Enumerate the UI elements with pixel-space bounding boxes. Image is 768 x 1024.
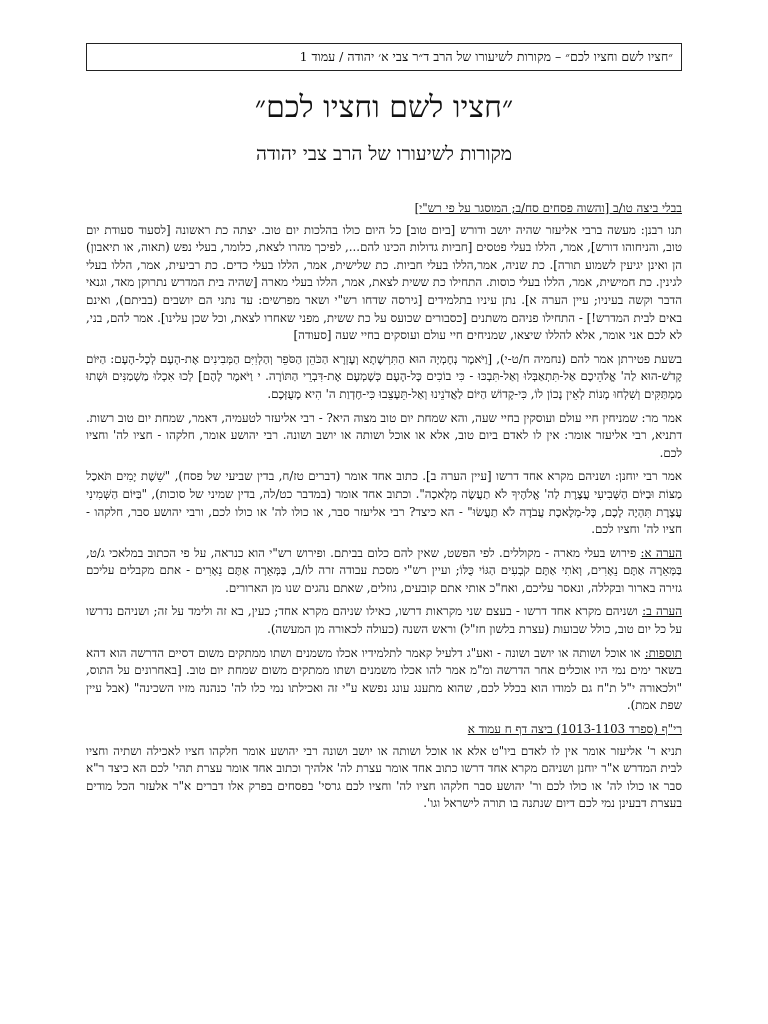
note-a-text: פירוש בעלי מארה - מקוללים. לפי הפשט, שאין להם כלום בביתם. ופירוש רש"י הוא כנראה, על פי הכתוב במלאכי ג/ט, בַּמְּאֵרָה אַתֶּם נֵאָרִים, וְאֹתִי אַתֶּם קֹבְעִים הַגּוֹי כֻּלּוֹ; ועיין רש"י מסכת עבודה זרה לו/ב, בַּמְּאֵרָה אַתֶּם נֵאָרִים - אתם מקבלים עליכם גזירה בארור ובקללה, ונאסר עליכם, ואח"כ אותי אתם קובעים, גוזלים, שאתם נהגים שנו מן הארורים.	[86, 545, 682, 595]
note-b	[86, 603, 682, 638]
tosafot-text: או אוכל ושותה או יושב ושונה - ואע"ג דלעיל קאמר לתלמידיו אכלו משמנים ושתו ממתקים משום דסיים הדרשה הוא דהא בשאר ימים נמי היו אוכלים אחר הדרשה ומ"מ אמר להו אכלו משמנים ושתו ממתקים משום שמחת יום טוב. [באחרונים על התוס, "ולכאורה י"ל ת"ח גם למודו הוא בכלל לכם, שהוא מתענג עונג נפשא ע"י זה ואכילתו נמי כלו לה' כנהנה מזיו השכינה" (אבל עיין שפת אמת).	[86, 645, 682, 713]
tosafot-label: תוספות:	[644, 645, 682, 660]
paragraph-nechemia: בשעת פטירתן אמר להם (נחמיה ח/ט-י), [וַיֹּאמֶר נְחֶמְיָה הוּא הַתִּרְשָׁתָא וְעֶזְרָא הַכֹּהֵן הַסֹּפֵר וְהַלְוִיִּם הַמְּבִינִים אֶת-הָעָם לְכָל-הָעָם: הַיּוֹם קָדֹשׁ-הוּא לַה' אֱלֹהֵיכֶם אַל-תִּתְאַבְּלוּ וְאַל-תִּבְכּוּ - כִּי בוֹכִים כָּל-הָעָם כְּשָׁמְעָם אֶת-דִּבְרֵי הַתּוֹרָה. י וַיֹּאמֶר לָהֶם] לְכוּ אִכְלוּ מַשְׁמַנִּים וּשְׁתוּ מַמְתַּקִּים וְשִׁלְחוּ מָנוֹת לְאֵין נָכוֹן לוֹ, כִּי-קָדוֹשׁ הַיּוֹם לַאֲדֹנֵינוּ וְאַל-תֵּעָצֵבוּ כִּי-חֶדְוַת ה' הִיא מָעֻזְּכֶם.	[86, 351, 682, 401]
document-body	[86, 200, 682, 819]
note-a	[86, 545, 682, 598]
paragraph-rabbi-yochanan: אמר רבי יוחנן: ושניהם מקרא אחד דרשו [עיין הערה ב]. כתוב אחד אומר (דברים טז/ח, בדין שביעי של פסח), "שֵׁשֶׁת יָמִים תֹּאכַל מַצּוֹת וּבַיּוֹם הַשְּׁבִיעִי עֲצֶרֶת לַה' אֱלֹהֶיךָ לֹא תַעֲשֶׂה מְלָאכָה". וכתוב אחד אומר (במדבר כט/לה, בדין שמיני של סוכות), "בַּיּוֹם הַשְּׁמִינִי עֲצֶרֶת תִּהְיֶה לָכֶם, כָּל-מְלֶאכֶת עֲבֹדָה לֹא תַעֲשׂוּ" - הא כיצד? רבי אליעזר סבר, או כולו לה' או כולו לכם, ורבי יהושע סבר, חלקהו - חציו לה' וחציו לכם.	[86, 469, 682, 537]
paragraph-amar-mar: אמר מר: שמניחין חיי עולם ועוסקין בחיי שעה, והא שמחת יום טוב מצוה היא? - רבי אליעזר לטעמיה, דאמר, שמחת יום טוב רשות. דתניא, רבי אליעזר אומר: אין לו לאדם ביום טוב, אלא או אוכל ושותה או יושב ושונה. רבי יהושע אומר, חלקהו - חציו לה' וחציו לכם.	[86, 410, 682, 460]
note-tosafot	[86, 645, 682, 715]
page-title: ״חציו לשם וחציו לכם״	[254, 90, 514, 125]
page-subtitle: מקורות לשיעורו של הרב צבי יהודה	[255, 143, 513, 165]
paragraph-rif: תניא ר' אליעזר אומר אין לו לאדם ביו"ט אלא או אוכל ושותה או יושב ושונה רבי יהושע אומר חלקהו חציו לאכילה ושתיה וחציו לבית המדרש א"ר יוחנן ושניהם מקרא אחד דרשו כתוב אחד אומר עצרת לה' אלהיך וכתוב אחד אומר עצרת תהי' לכם הא כיצד ר"א סבר או כולו לה' או כולו לכם ור' יהושע סבר חלקהו חציו לה' וחציו לכם גרסי' בפסחים בפרק אלו דברים א"ר אלעזר הכל מודים בעצרת דבעינן נמי לכם דיום שנתנה בו תורה לישראל וגו'.	[86, 743, 682, 811]
paragraph-maaseh: תנו רבנן: מעשה ברבי אליעזר שהיה יושב ודורש [ביום טוב] כל היום כולו בהלכות יום טוב. יצתה כת ראשונה [לסעוד סעודת יום טוב, והניחוהו דורש], אמר, הללו בעלי פטסים [חביות גדולות הכינו להם..., לפיכך מהרו לצאת, כלומר, בעלי נפש (תאוה, או תיאבון) הן ואינן יגיעין לשמוע תורה]. כת שניה, אמר,הללו בעלי חביות. כת שלישית, אמר, הללו בעלי כדים. כת רביעית, אמר, הללו בעלי לגינין. כת חמישית, אמר, הללו בעלי כוסות. התחילו כת ששית לצאת, אמר, הללו בעלי מארה [שהיה בית המדרש נתרוקן מאד, וגנאי הדבר וקשה בעיניו; עיין הערה א]. נתן עיניו בתלמידים [גירסה שדחו רש"י ושאר מפרשים: עד נתני הם יושבים (בביתם), ואינם באים לבית המדרש!] - התחילו פניהם משתנים [כסבורים שכועס על כת ששית, מפני שאחרו לצאת, וכל שכן עלינו]. אמר להם, בני, לא לכם אני אומר, אלא להללו שיצאו, שמניחים חיי עולם ועוסקים בחיי שעה [סעודה]	[86, 222, 682, 343]
page-header	[86, 43, 682, 71]
note-b-text: ושניהם מקרא אחד דרשו - בעצם שני מקראות דרשו, כאילו שניהם מקרא אחד; כעין, בא זה ולימד על זה; ושניהם נדרשו על כל יום טוב, כולל שבועות (עצרת בלשון חז"ל) וראש השנה (כעולה לכאורה מן המעשה).	[86, 604, 682, 637]
header-text: ״חציו לשם וחציו לכם״ – מקורות לשיעורו של הרב ד״ר צבי א׳ יהודה / עמוד 1	[299, 49, 673, 64]
note-b-label: הערה ב:	[642, 604, 682, 619]
section-heading-bavli: בבלי ביצה טו/ב [והשוה פסחים סח/ב; המוסגר על פי רש"י]	[414, 201, 682, 215]
note-a-label: הערה א:	[640, 545, 683, 560]
section-heading-rif: רי"ף (ספרד 1013-1103) ביצה דף ח עמוד א	[467, 722, 682, 737]
